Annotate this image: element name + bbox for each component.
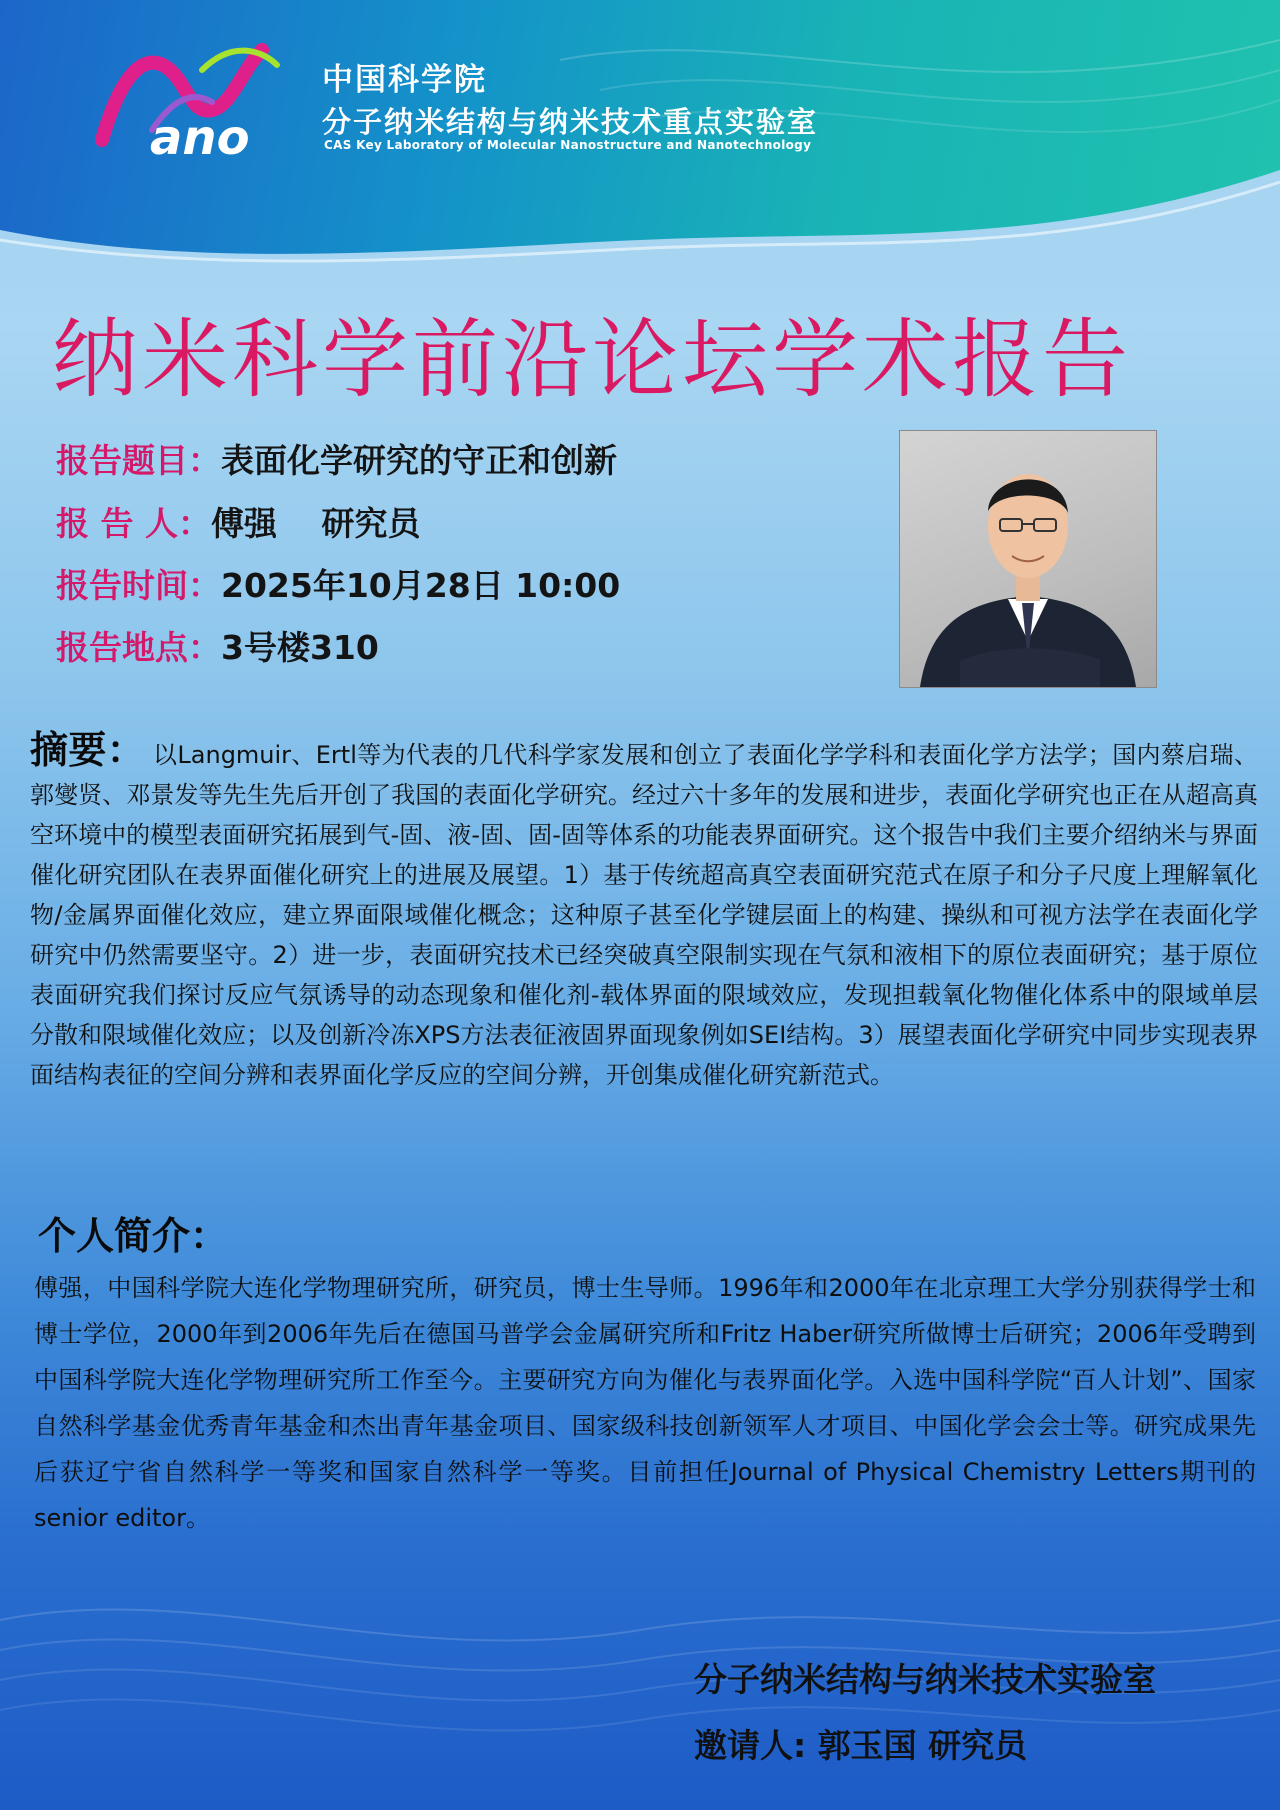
speaker-value: 傅强 研究员 xyxy=(210,504,421,543)
info-topic xyxy=(56,435,617,482)
footer-lab-name: 分子纳米结构与纳米技术实验室 xyxy=(694,1660,1156,1699)
info-speaker xyxy=(56,498,420,545)
org-name: 中国科学院 xyxy=(322,62,487,98)
page-title: 纳米科学前沿论坛学术报告 xyxy=(52,310,1132,410)
nano-logo-icon xyxy=(92,30,292,160)
lab-name-english: CAS Key Laboratory of Molecular Nanostructure and Nanotechnology xyxy=(324,138,812,152)
topic-label: 报告题目： xyxy=(56,441,221,480)
bio-heading: 个人简介： xyxy=(38,1214,229,1258)
bio-text: 傅强，中国科学院大连化学物理研究所，研究员，博士生导师。1996年和2000年在北京理工大学分别获得学士和博士学位，2000年到2006年先后在德国马普学会金属研究所和Fritz Haber研究所做博士后研究；2006年受聘到中国科学院大连化学物理研究所工作至今。主要研究方向为催化与表界面化学。入选中国科学院“百人计划”、国家自然科学基金优秀青年基金和杰出青年基金项目、国家级科技创新领军人才项目、中国化学会会士等。研究成果先后获辽宁省自然科学一等奖和国家自然科学一等奖。目前担任Journal of Physical Chemistry Letters期刊的senior editor。 xyxy=(34,1274,1256,1532)
info-time xyxy=(56,560,620,607)
logo-text: ano xyxy=(150,110,250,160)
nano-logo xyxy=(92,30,292,160)
abstract-heading: 摘要： xyxy=(30,728,146,772)
speaker-photo-illustration xyxy=(900,431,1156,687)
time-value: 2025年10月28日 10:00 xyxy=(221,566,621,605)
lab-name: 分子纳米结构与纳米技术重点实验室 xyxy=(322,105,819,139)
speaker-photo xyxy=(899,430,1157,688)
info-place xyxy=(56,622,379,669)
footer-inviter: 邀请人: 郭玉国 研究员 xyxy=(694,1726,1028,1765)
place-value: 3号楼310 xyxy=(221,628,379,667)
speaker-label: 报 告 人： xyxy=(56,504,211,543)
place-label: 报告地点： xyxy=(56,628,221,667)
time-label: 报告时间： xyxy=(56,566,221,605)
abstract-section xyxy=(30,730,1258,1095)
topic-value: 表面化学研究的守正和创新 xyxy=(221,441,617,480)
abstract-text: 以Langmuir、Ertl等为代表的几代科学家发展和创立了表面化学学科和表面化学方法学；国内蔡启瑞、郭燮贤、邓景发等先生先后开创了我国的表面化学研究。经过六十多年的发展和进步，表面化学研究也正在从超高真空环境中的模型表面研究拓展到气-固、液-固、固-固等体系的功能表界面研究。这个报告中我们主要介绍纳米与界面催化研究团队在表界面催化研究上的进展及展望。1）基于传统超高真空表面研究范式在原子和分子尺度上理解氧化物/金属界面催化效应，建立界面限域催化概念；这种原子甚至化学键层面上的构建、操纵和可视方法学在表面化学研究中仍然需要坚守。2）进一步，表面研究技术已经突破真空限制实现在气氛和液相下的原位表面研究；基于原位表面研究我们探讨反应气氛诱导的动态现象和催化剂-载体界面的限域效应，发现担载氧化物催化体系中的限域单层分散和限域催化效应；以及创新冷冻XPS方法表征液固界面现象例如SEI结构。3）展望表面化学研究中同步实现表界面结构表征的空间分辨和表界面化学反应的空间分辨，开创集成催化研究新范式。 xyxy=(30,741,1259,1089)
